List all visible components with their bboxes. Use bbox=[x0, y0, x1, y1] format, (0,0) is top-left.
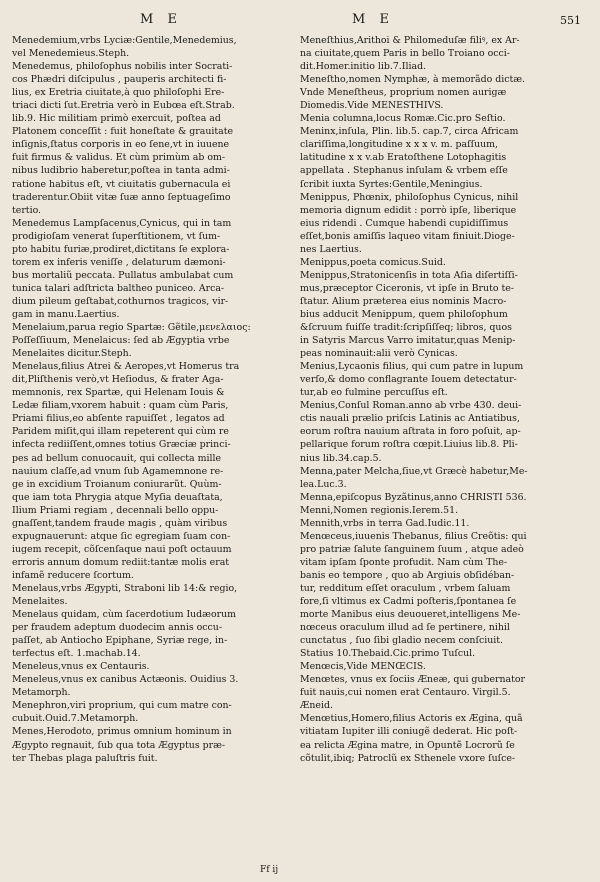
dictionary-entry: Menelaus,vrbs Ægypti, Straboni lib 14:& regio, Menelaites. bbox=[12, 582, 238, 608]
dictionary-entry: Menia columna,locus Romæ.Cic.pro Seſtio. bbox=[300, 113, 506, 125]
dictionary-entry: Meneſthius,Arithoi & Philomeduſæ filiꝰ, ex Ar- na ciuitate,quem Paris in bello Troiano occi- dit.Homer.initio lib.7.Iliad. bbox=[300, 35, 520, 73]
dictionary-entry: Menelaium,parua regio Spartæ: Gẽtile,μενελαιος: Poſſeſſiuum, Menelaicus: ſed ab Ægyptia vrbe Menelaites dicitur.Steph. bbox=[12, 322, 251, 360]
dictionary-entry: Menedemus Lampſacenus,Cynicus, qui in tam prodigioſam venerat ſuperſtitionem, vt ſum- pto habitu furiæ,prodiret,dictitans ſe explora- torem ex inferis veniſſe , delaturum dæmoni- bus mortaliũ peccata. Pullatus ambulabat cum tunica talari adſtricta baltheo puniceo. Arca- dium pileum geſtabat,cothurnos tragicos, vir- gam in manu.Laertius. bbox=[12, 217, 234, 320]
running-header bbox=[0, 12, 600, 34]
dictionary-entry: Menœtius,Homero,filius Actoris ex Ægina, quã vitiatam Iupiter illi coniugẽ dederat. Hic poſt- ea relicta Ægina matre, in Opuntẽ Locrorũ ſe cõtulit,ibiq; Patroclũ ex Sthenele vxore ſuſce- bbox=[300, 713, 523, 764]
dictionary-entry: Mennith,vrbs in terra Gad.Iudic.11. bbox=[300, 517, 470, 529]
catchword: Ff ij bbox=[260, 865, 279, 875]
header-letters-right: M E bbox=[352, 12, 394, 27]
dictionary-entry: Menna,pater Melcha,ſiue,vt Græcè habetur,Me- lea.Luc.3. bbox=[300, 465, 528, 490]
dictionary-entry: Meneſtho,nomen Nymphæ, à memorãdo dictæ. Vnde Meneſtheus, proprium nomen aurigæ Diomedis.Vide MENESTHIVS. bbox=[300, 74, 526, 112]
dictionary-entry: Menes,Herodoto, primus omnium hominum in Ægypto regnauit, ſub qua tota Ægyptus præ- ter Thebas plaga paluſtris fuit. bbox=[12, 726, 232, 764]
dictionary-entry: Menœceus,iuuenis Thebanus, filius Creõtis: qui pro patriæ ſalute ſanguinem ſuum , atque adeò vitam ipſam ſponte profudit. Nam cùm The- banis eo tempore , quo ab Argiuis obſidéban- tur, redditum eſſet oraculum , vrbem ſaluam fore,ſi vltimus ex Cadmi poſteris,ſpontanea ſe morte Manibus eius deuoueret,intelligens Me- nœceus oraculum illud ad ſe pertinere, nihil cunctatus , ſuo ſibi gladio necem conſciuit. Statius 10.Thebaid.Cic.primo Tuſcul. bbox=[300, 530, 527, 660]
dictionary-entry: Menelaus quidam, cùm ſacerdotium Iudæorum per fraudem adeptum duodecim annis occu- paſſet, ab Antiocho Epiphane, Syriæ rege, in- terfectus eſt. 1.machab.14. bbox=[12, 609, 237, 660]
header-letters-left: M E bbox=[140, 12, 182, 27]
dictionary-entry: Menœcis,Vide MENŒCIS. bbox=[300, 661, 426, 673]
dictionary-entry: Meneleus,vnus ex canibus Actæonis. Ouidius 3. Metamorph. bbox=[12, 674, 239, 699]
dictionary-entry: Menedemus, philoſophus nobilis inter Socrati- cos Phædri diſcipulus , pauperis architecti fi- lius, ex Eretria ciuitate,à quo philoſophi Ere- triaci dicti ſut.Eretria verò in Eubœa eſt.Strab. lib.9. Hic militiam primò exercuit, poſtea ad Platonem conceſſit : fuit honeſtate & grauitate inſignis,ſtatus corporis in eo ſene,vt in iuuene fuit firmus & validus. Et cùm primùm ab om- nibus ludibrio haberetur,poſtea in tanta admi- ratione habitus eſt, vt ciuitatis gubernacula ei traderentur.Obiit vitæ ſuæ anno ſeptuageſimo tertio. bbox=[12, 61, 235, 216]
dictionary-entry: Menephron,viri proprium, qui cum matre con- cubuit.Ouid.7.Metamorph. bbox=[12, 700, 232, 725]
right-column bbox=[300, 34, 592, 765]
dictionary-entry: Menius,Lycaonis filius, qui cum patre in lupum verſo,& domo conflagrante Iouem detectatur- tur,ab eo fulmine percuſſus eſt. bbox=[300, 361, 524, 399]
dictionary-entry: Menippus,Stratonicenſis in tota Aſia diſertiſſi- mus,præceptor Ciceronis, vt ipſe in Bruto te- ſtatur. Alium præterea eius nominis Macro- bius adducit Menippum, quem philoſophum &ſcruum fuiſſe tradit:ſcripſiſſeq; libros, quos in Satyris Marcus Varro imitatur,quas Menip- peas nominauit:alii verò Cynicas. bbox=[300, 269, 518, 360]
page-number: 551 bbox=[560, 14, 581, 27]
dictionary-entry: Meninx,inſula, Plin. lib.5. cap.7, circa Africam clariſſima,longitudine x x x v. m. paſſuum, latitudine x x v.ab Eratoſthene Lotophagitis appellata . Stephanus inſulam & vrbem eſſe ſcribit iuxta Syrtes:Gentile,Meningius. bbox=[300, 126, 519, 190]
left-column bbox=[12, 34, 287, 765]
dictionary-entry: Menippus, Phœnix, philoſophus Cynicus, nihil memoria dignum edidit : porrò ipſe, liberique eius ridendi . Cumque habendi cupidiſſimus eſſet,bonis amiſſis laqueo vitam finiuit.Dioge- nes Laertius. bbox=[300, 191, 519, 255]
dictionary-entry: Menius,Conſul Roman.anno ab vrbe 430. deui- ctis nauali prælio priſcis Latinis ac Antiatibus, eorum roſtra nauium aſtrata in foro poſuit, ap- pellarique forum roſtra cœpit.Liuius lib.8. Pli- nius lib.34.cap.5. bbox=[300, 400, 522, 464]
dictionary-entry: Menippus,poeta comicus.Suid. bbox=[300, 256, 446, 268]
dictionary-entry: Menni,Nomen regionis.Ierem.51. bbox=[300, 504, 459, 516]
dictionary-entry: Meneleus,vnus ex Centauris. bbox=[12, 661, 150, 673]
dictionary-entry: Menna,epiſcopus Byzãtinus,anno CHRISTI 536. bbox=[300, 491, 527, 503]
dictionary-entry: Menœtes, vnus ex ſociis Æneæ, qui gubernator fuit nauis,cui nomen erat Centauro. Virgil.5. Æneid. bbox=[300, 674, 526, 712]
dictionary-entry: Menedemium,vrbs Lyciæ:Gentile,Menedemius, vel Menedemieus.Steph. bbox=[12, 35, 237, 60]
dictionary-entry: Menelaus,filius Atrei & Aeropes,vt Homerus tra dit,Pliſthenis verò,vt Heſiodus, & frater Aga- memnonis, rex Spartæ, qui Helenam Iouis & Ledæ filiam,vxorem habuit : quam cùm Paris, Priami filius,eo abſente rapuiſſet , legatos ad Paridem miſit,qui illam repeterent qui cùm re infecta rediiſſent,omnes totius Græciæ princi- pes ad bellum conuocauit, qui collecta mille nauium claſſe,ad vnum ſub Agamemnone re- ge in excidium Troianum coniurarũt. Quùm- que iam tota Phrygia atque Myſia deuaſtata, Ilium Priami regiam , decennali bello oppu- gnaſſent,tandem fraude magis , quàm viribus expugnauerunt: atque ſic egregiam ſuam con- iugem recepit, cõſcenſaque naui poſt octauum erroris annum domum rediit:tantæ molis erat infamẽ reducere ſcortum. bbox=[12, 361, 240, 581]
